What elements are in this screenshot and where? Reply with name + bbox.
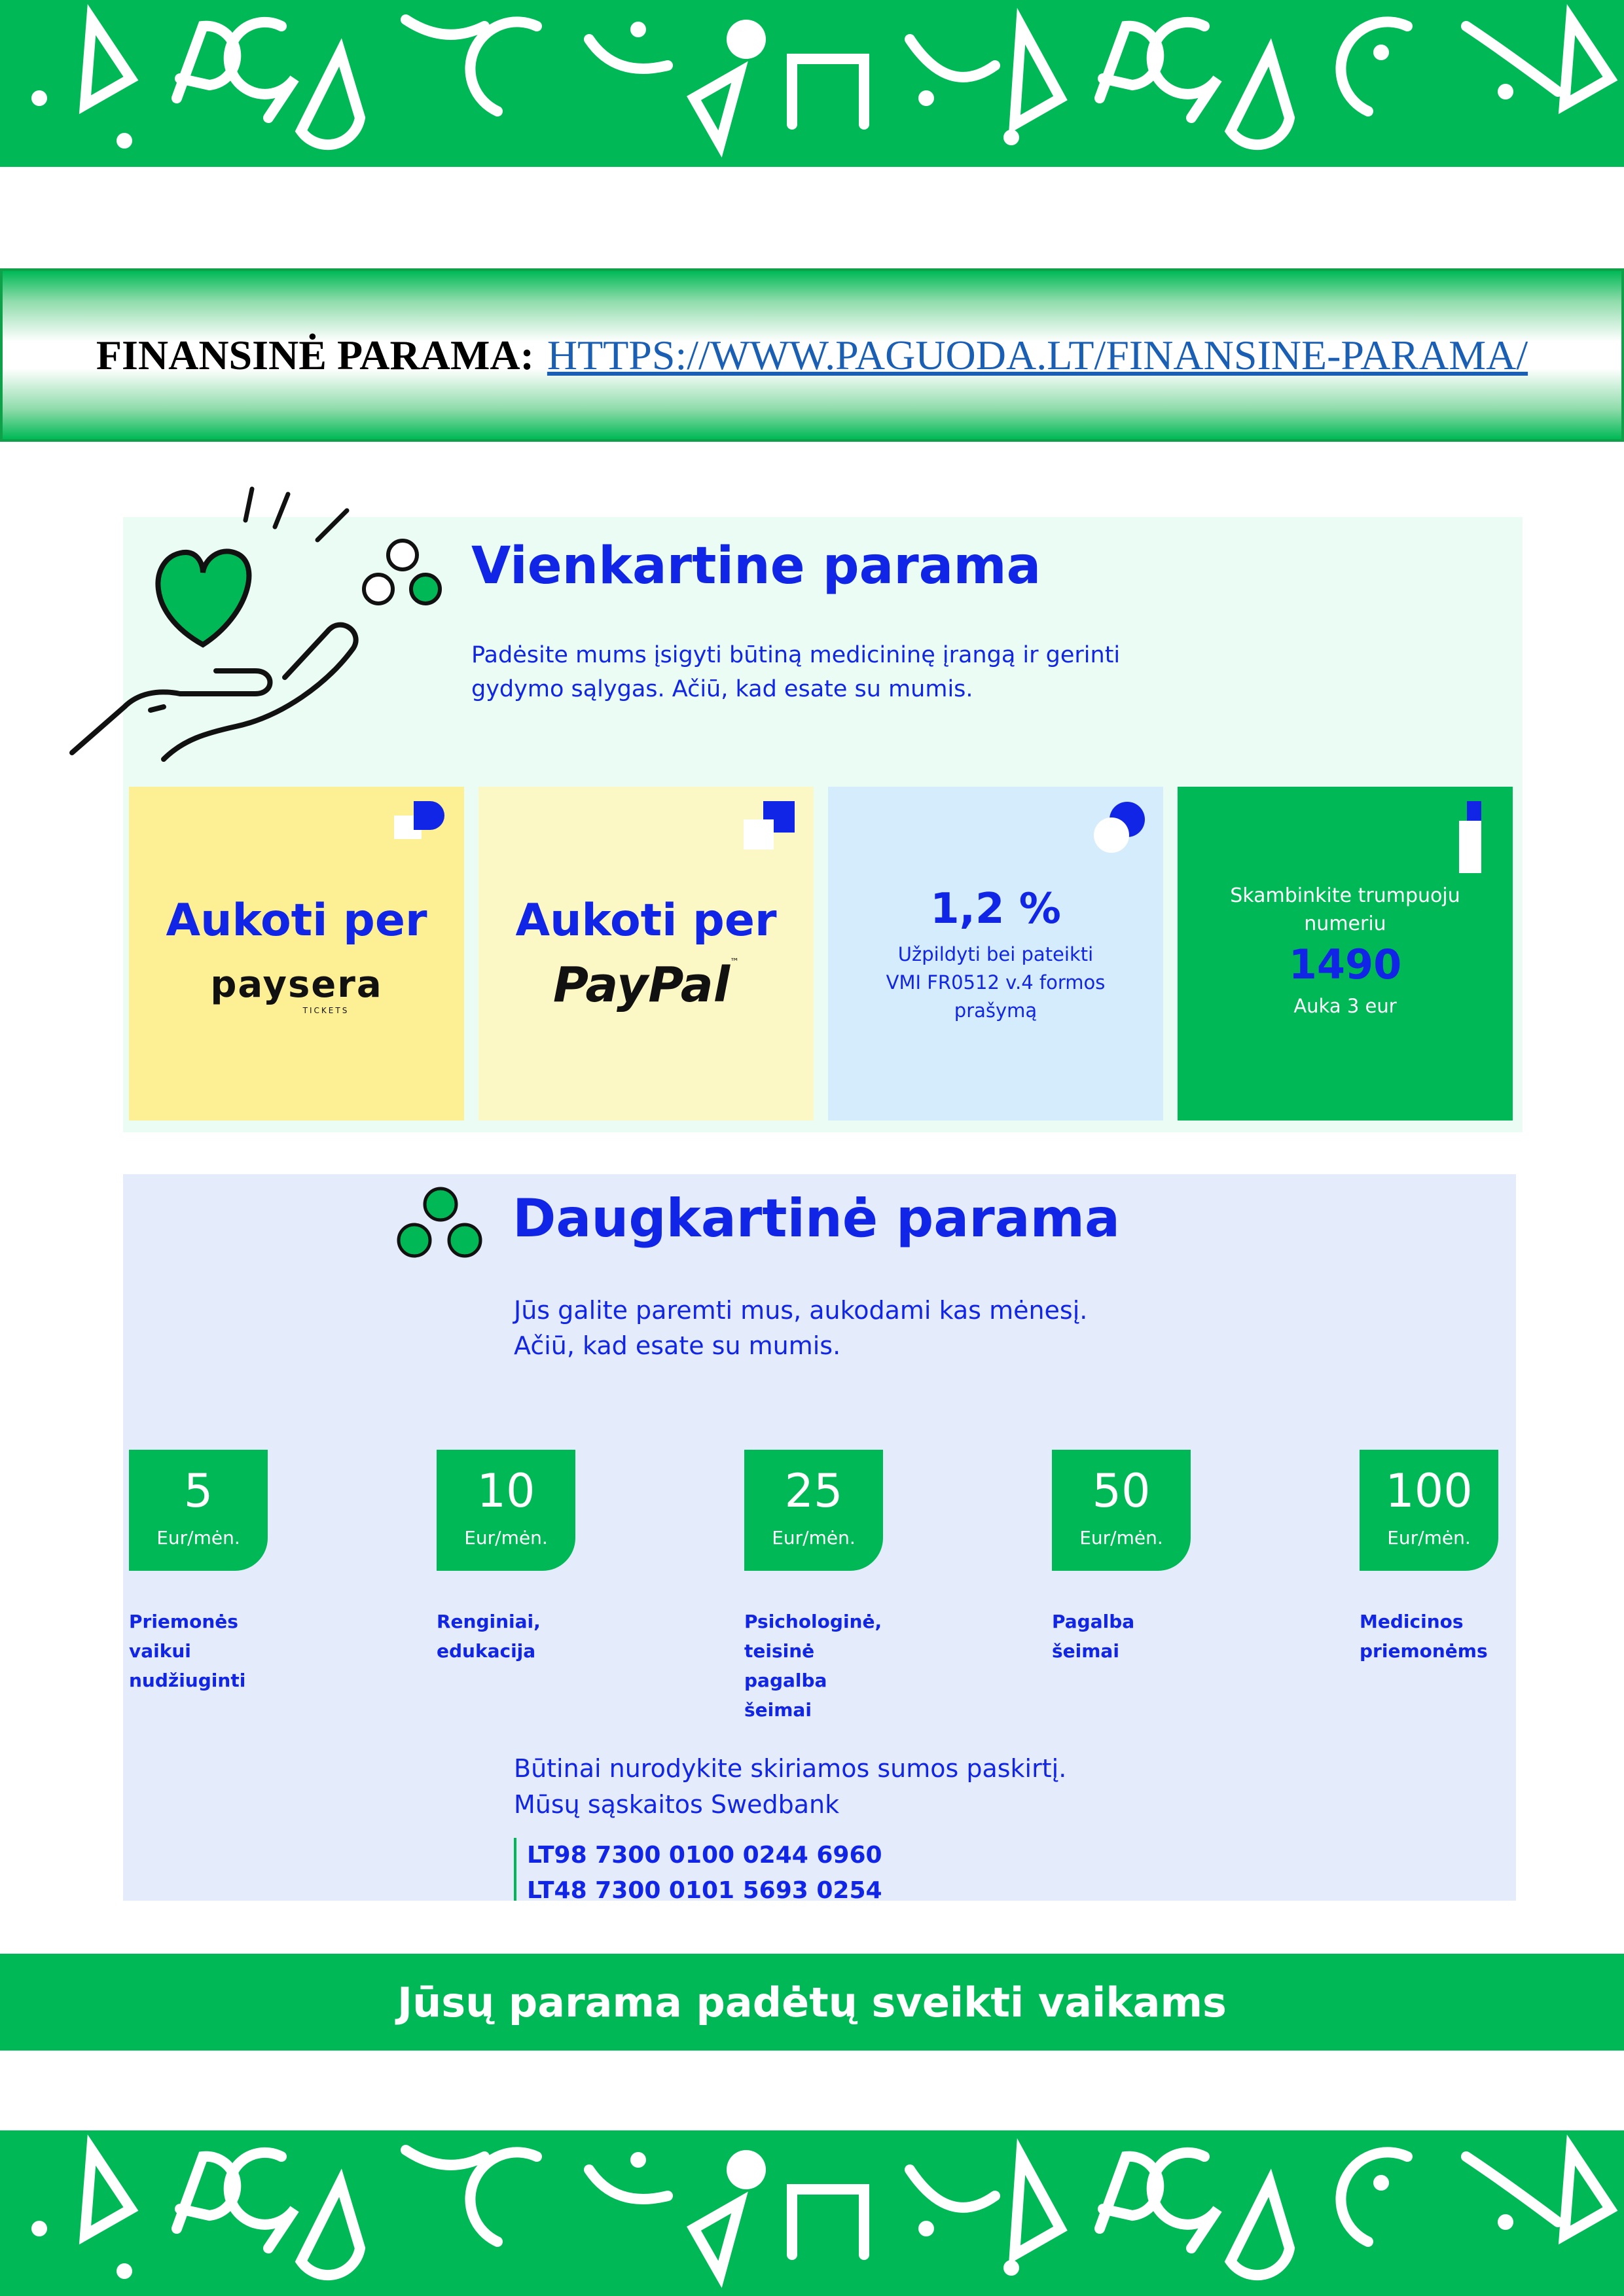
pattern-decoration — [0, 2130, 1624, 2296]
purpose-line: Renginiai, — [437, 1611, 541, 1632]
financial-support-label: FINANSINĖ PARAMA: — [96, 331, 534, 378]
tax-percent-card[interactable] — [828, 787, 1163, 1121]
bank-account-2[interactable]: LT48 7300 0101 5693 0254 — [527, 1877, 882, 1901]
tier-10-button[interactable] — [437, 1450, 575, 1571]
tier-5-purpose — [129, 1607, 273, 1695]
paypal-card-label: Aukoti per — [515, 895, 777, 946]
tier-unit: Eur/mėn. — [156, 1527, 240, 1549]
purpose-line: šeimai — [1052, 1640, 1119, 1662]
tier-100-button[interactable] — [1360, 1450, 1498, 1571]
paypal-donation-card[interactable] — [478, 787, 814, 1121]
tier-amount: 10 — [477, 1464, 535, 1518]
recurring-desc-line-2: Ačiū, kad esate su mumis. — [514, 1331, 841, 1360]
tier-unit: Eur/mėn. — [464, 1527, 548, 1549]
tier-unit: Eur/mėn. — [1079, 1527, 1163, 1549]
hand-heart-icon — [65, 481, 445, 769]
bottom-pattern-band — [0, 2130, 1624, 2296]
card-corner-icon — [1093, 801, 1146, 853]
tier-25-button[interactable] — [744, 1450, 883, 1571]
purpose-line: priemonėms — [1360, 1640, 1488, 1662]
sms-line-2: numeriu — [1304, 912, 1386, 935]
card-corner-icon — [394, 801, 446, 840]
paypal-trademark: ™ — [730, 957, 740, 967]
one-time-donation-title: Vienkartine parama — [471, 537, 1041, 596]
bank-account-1[interactable]: LT98 7300 0100 0244 6960 — [527, 1842, 882, 1869]
one-time-desc-line-1: Padėsite mums įsigyti būtiną medicininę įrangą ir gerinti — [471, 642, 1121, 668]
purpose-line: Pagalba — [1052, 1611, 1135, 1632]
tier-amount: 5 — [183, 1464, 213, 1518]
tier-unit: Eur/mėn. — [772, 1527, 856, 1549]
tier-10-purpose — [437, 1607, 581, 1666]
tier-25-purpose — [744, 1607, 888, 1725]
phone-donation-text — [1178, 882, 1513, 938]
paysera-donation-card[interactable] — [129, 787, 464, 1121]
tier-amount: 25 — [784, 1464, 843, 1518]
sms-donation-amount: Auka 3 eur — [1293, 995, 1397, 1017]
tax-line-3: prašymą — [954, 999, 1038, 1022]
pattern-decoration — [0, 0, 1624, 167]
tier-amount: 50 — [1092, 1464, 1151, 1518]
purpose-line: Psichologinė, — [744, 1611, 882, 1632]
one-time-desc-line-2: gydymo sąlygas. Ačiū, kad esate su mumis. — [471, 676, 973, 702]
purpose-line: nudžiuginti — [129, 1670, 246, 1691]
tax-percent-instructions — [828, 941, 1163, 1025]
recurring-donation-title: Daugkartinė parama — [513, 1188, 1121, 1249]
donation-url-banner — [0, 268, 1624, 442]
tier-50-button[interactable] — [1052, 1450, 1191, 1571]
phone-donation-card[interactable] — [1178, 787, 1513, 1121]
paysera-card-label: Aukoti per — [166, 895, 427, 946]
tagline-banner — [0, 1954, 1624, 2051]
bank-note-line-1: Būtinai nurodykite skiriamos sumos paskirtį. — [514, 1754, 1067, 1783]
one-time-donation-description — [471, 638, 1120, 706]
purpose-line: šeimai — [744, 1699, 812, 1721]
paysera-logo-subtitle: TICKETS — [302, 1006, 350, 1015]
tier-100-purpose — [1360, 1607, 1504, 1666]
paypal-logo-wrap — [478, 957, 814, 1013]
recurring-desc-line-1: Jūs galite paremti mus, aukodami kas mėnesį. — [514, 1296, 1088, 1325]
donation-url-link[interactable]: HTTPS://WWW.PAGUODA.LT/FINANSINE-PARAMA/ — [547, 331, 1528, 378]
bank-accounts — [514, 1838, 882, 1901]
recurring-donation-description — [514, 1293, 1087, 1363]
three-circles-icon — [391, 1185, 490, 1263]
card-corner-icon — [744, 801, 796, 853]
purpose-line: Medicinos — [1360, 1611, 1464, 1632]
bank-note — [514, 1751, 1066, 1823]
tier-50-purpose — [1052, 1607, 1196, 1666]
sms-line-1: Skambinkite trumpuoju — [1230, 884, 1460, 907]
tax-line-2: VMI FR0512 v.4 formos — [886, 971, 1106, 994]
purpose-line: vaikui — [129, 1640, 191, 1662]
bank-note-line-2: Mūsų sąskaitos Swedbank — [514, 1790, 840, 1819]
tax-line-1: Užpildyti bei pateikti — [897, 943, 1094, 965]
tier-5-button[interactable] — [129, 1450, 268, 1571]
card-corner-icon — [1453, 801, 1498, 873]
sms-short-number: 1490 — [1288, 941, 1402, 988]
purpose-line: edukacija — [437, 1640, 536, 1662]
tax-percent-value: 1,2 % — [930, 885, 1061, 933]
paysera-logo: paysera — [210, 963, 383, 1006]
purpose-line: teisinė pagalba — [744, 1640, 827, 1691]
footer-tagline: Jūsų parama padėtų sveikti vaikams — [397, 1978, 1227, 2026]
tier-amount: 100 — [1385, 1464, 1473, 1518]
tier-unit: Eur/mėn. — [1387, 1527, 1471, 1549]
purpose-line: Priemonės — [129, 1611, 238, 1632]
top-pattern-band — [0, 0, 1624, 167]
paypal-logo: PayPal — [552, 957, 731, 1013]
